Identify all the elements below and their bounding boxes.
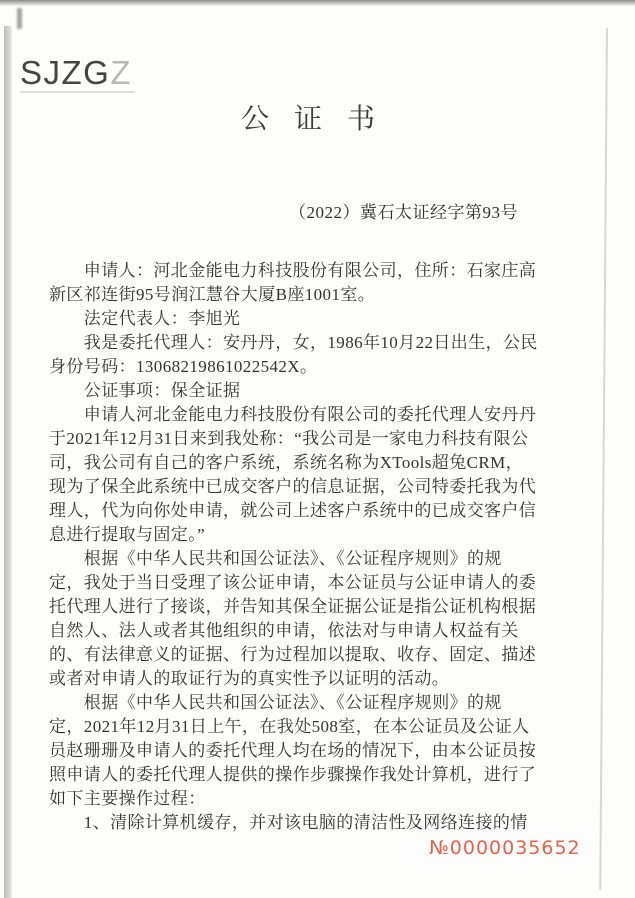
body-line: 的、有法律意义的证据、行为过程加以提取、收存、固定、描述 xyxy=(49,645,537,664)
body-line: 定，我处于当日受理了该公证申请，本公证员与公证申请人的委 xyxy=(49,573,537,592)
paper-right-edge-shadow xyxy=(599,28,608,890)
body-line: 申请人：河北金能电力科技股份有限公司，住所：石家庄高 xyxy=(49,261,537,280)
scan-left-edge-shadow xyxy=(4,26,12,898)
body-line: 或者对申请人的取证行为的真实性予以证明的活动。 xyxy=(49,669,450,688)
letterhead-text-faded: Z xyxy=(110,54,133,91)
body-line: 司，我公司有自己的客户系统，系统名称为XTools超兔CRM， xyxy=(49,453,524,472)
body-line: 法定代表人：李旭光 xyxy=(49,309,241,328)
body-line: 我是委托代理人：安丹丹，女，1986年10月22日出生，公民 xyxy=(49,333,538,352)
body-line: 息进行提取与固定。” xyxy=(49,525,206,544)
serial-number-stamp: №0000035652 xyxy=(429,837,581,859)
body-line: 如下主要操作过程： xyxy=(49,789,206,808)
body-line: 于2021年12月31日来到我处称：“我公司是一家电力科技有限公 xyxy=(49,429,529,448)
body-line: 根据《中华人民共和国公证法》、《公证程序规则》的规 xyxy=(49,693,502,712)
body-line: 理人，代为向你处申请，就公司上述客户系统中的已成交客户信 xyxy=(49,501,537,520)
body-line: 公证事项：保全证据 xyxy=(49,381,241,400)
document-body xyxy=(49,259,569,835)
body-line: 照申请人的委托代理人提供的操作步骤操作我处计算机，进行了 xyxy=(49,765,537,784)
body-line: 托代理人进行了接谈，并告知其保全证据公证是指公证机构根据 xyxy=(49,597,537,616)
body-line: 现为了保全此系统中已成交客户的信息证据，公司特委托我为代 xyxy=(49,477,537,496)
body-line: 定，2021年12月31日上午，在我处508室，在本公证员及公证人 xyxy=(49,717,530,736)
scan-corner-artifact xyxy=(17,8,22,29)
letterhead-text-main: SJZG xyxy=(20,54,111,91)
letterhead xyxy=(20,56,135,93)
body-line: 新区祁连街95号润江慧谷大厦B座1001室。 xyxy=(49,285,376,304)
body-line: 员赵珊珊及申请人的委托代理人均在场的情况下，由本公证员按 xyxy=(49,741,537,760)
body-line: 申请人河北金能电力科技股份有限公司的委托代理人安丹丹 xyxy=(49,405,537,424)
body-line: 1、清除计算机缓存，并对该电脑的清洁性及网络连接的情 xyxy=(49,813,528,832)
scan-top-edge xyxy=(0,0,635,6)
body-line: 根据《中华人民共和国公证法》、《公证程序规则》的规 xyxy=(49,549,502,568)
document-number: （2022）冀石太证经字第93号 xyxy=(289,203,518,222)
body-line: 身份号码：13068219861022542X。 xyxy=(49,357,318,376)
body-line: 自然人、法人或者其他组织的申请，依法对与申请人权益有关 xyxy=(49,621,519,640)
document-title: 公证书 xyxy=(241,104,401,135)
